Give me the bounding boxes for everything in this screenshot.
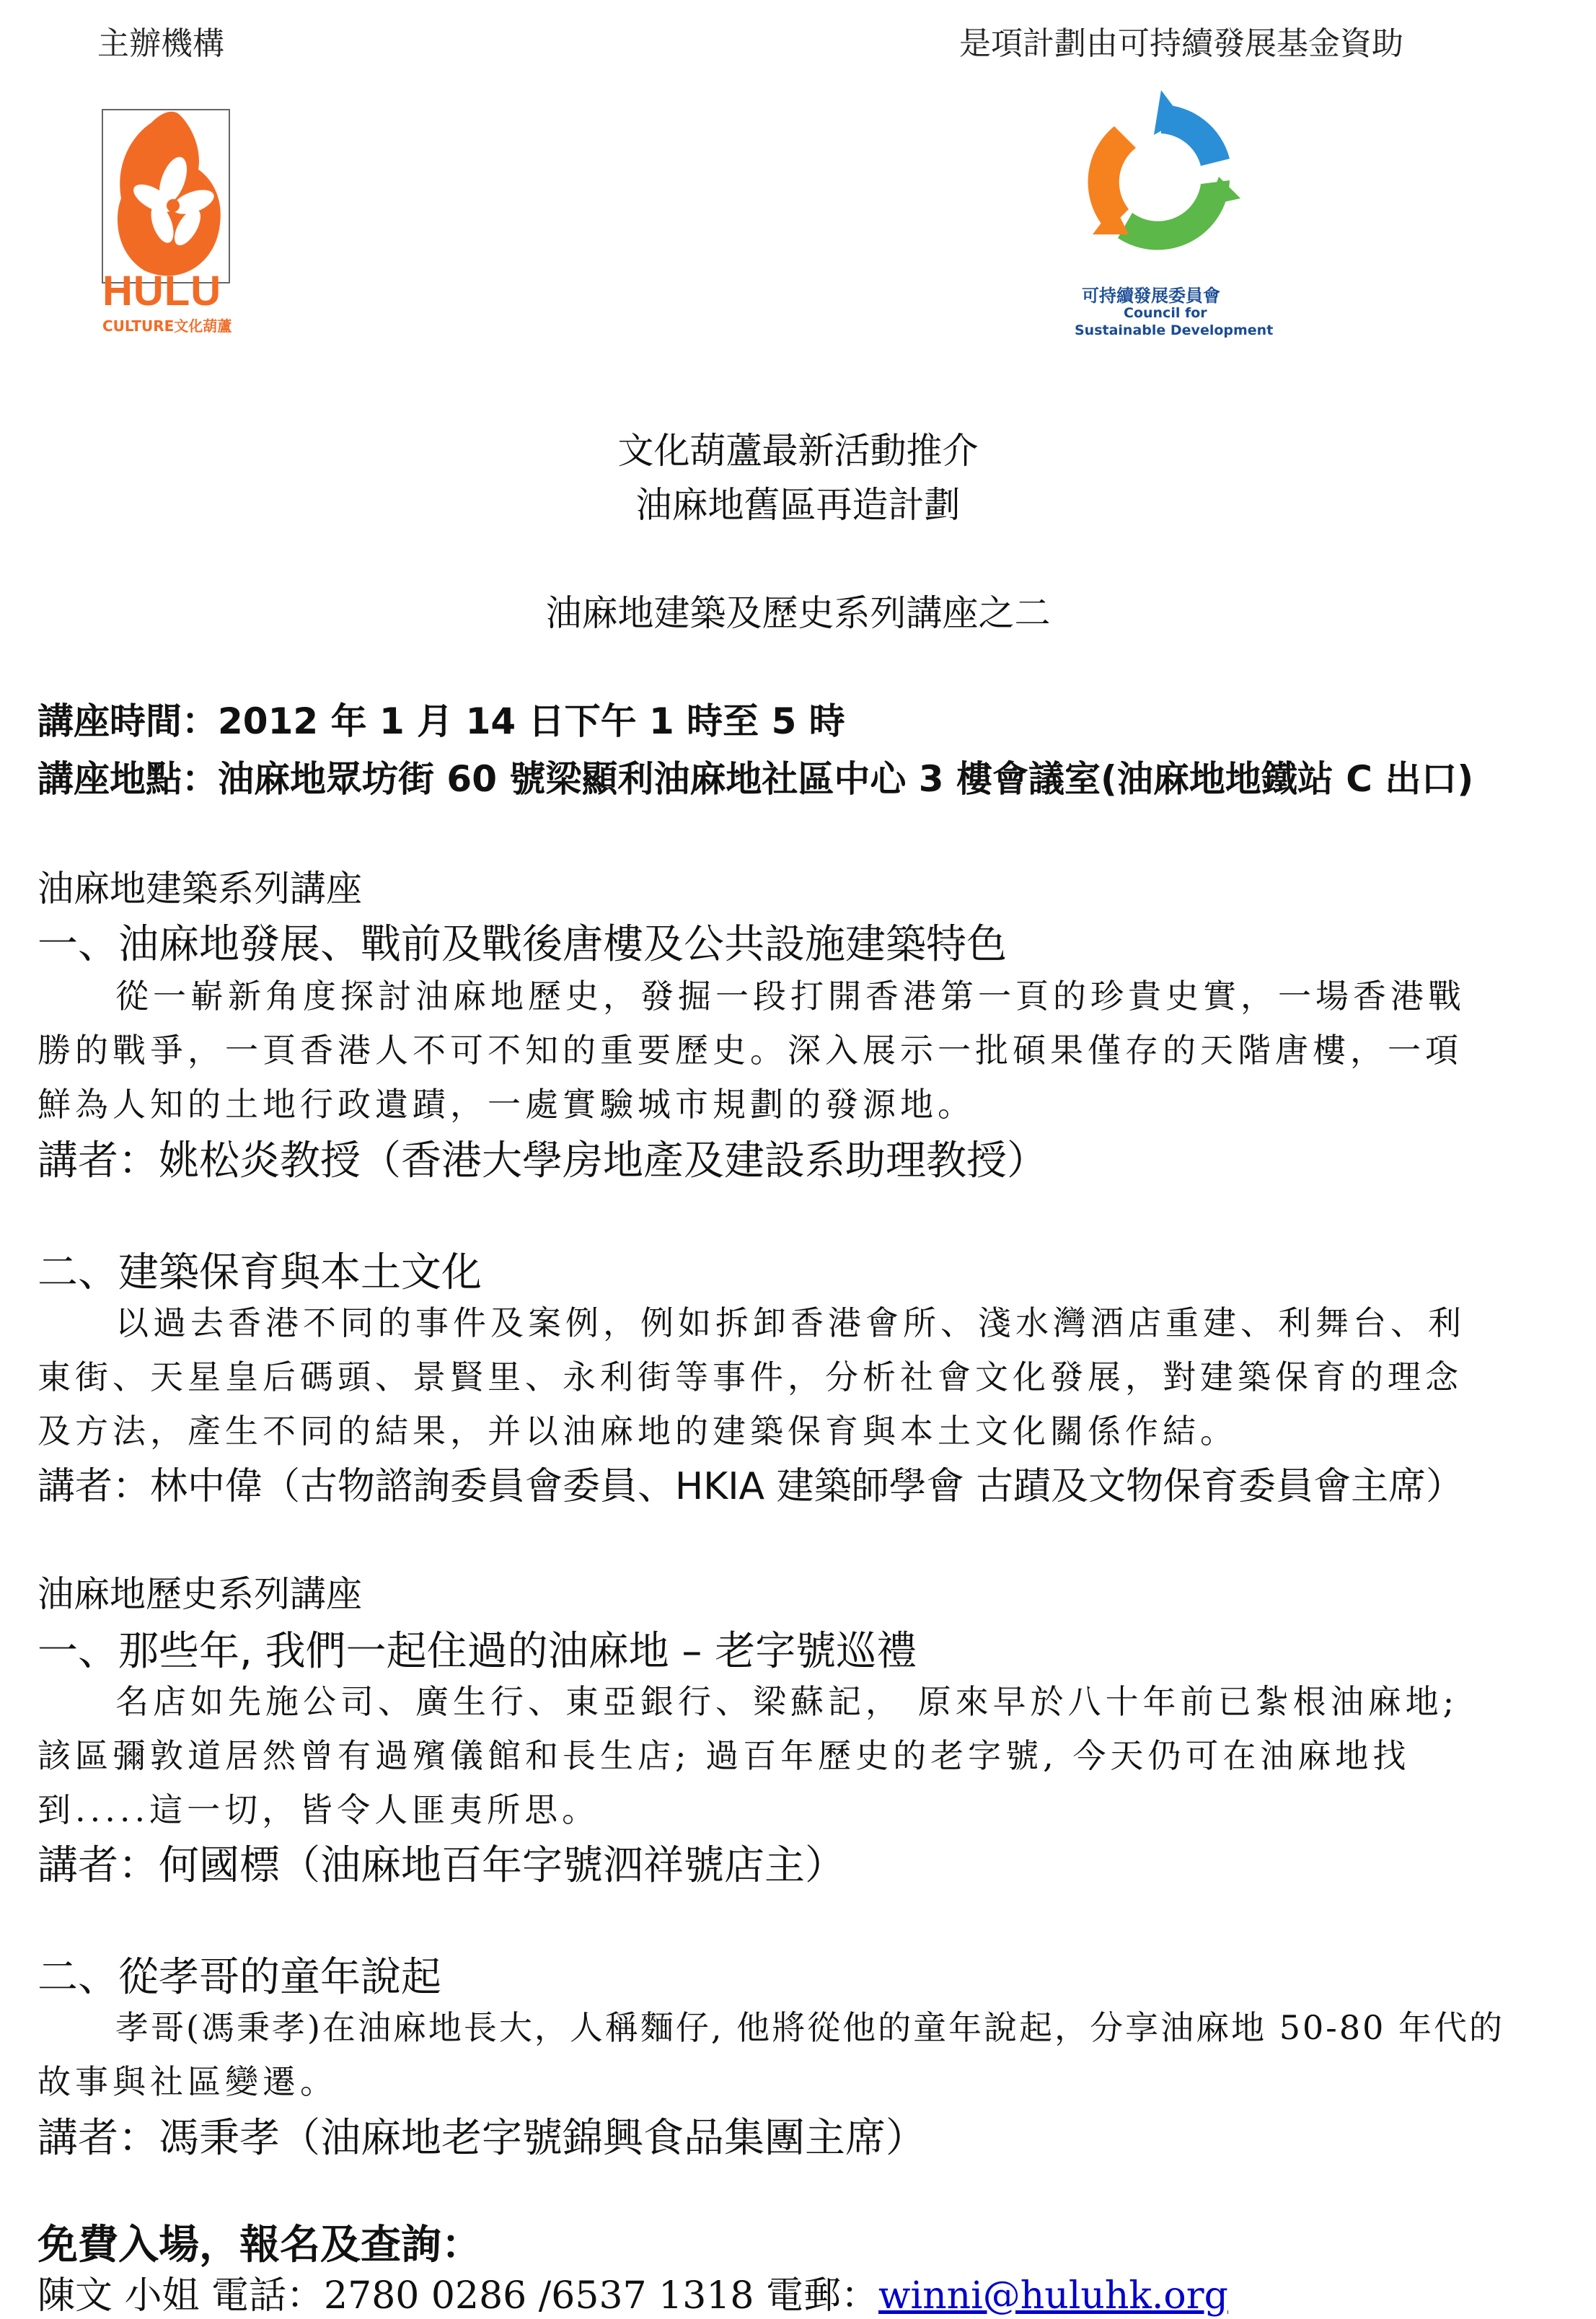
contact-line: [38, 2265, 1228, 2319]
recycle-arrows-icon: [1075, 90, 1248, 263]
hulu-logo: [101, 108, 232, 335]
hist-series-heading: 油麻地歷史系列講座: [38, 1573, 362, 1615]
hist-lecture2-speaker: 講者：馮秉孝（油麻地老字號錦興食品集團主席）: [38, 2115, 926, 2162]
organizer-label: 主辦機構: [97, 25, 224, 62]
hist-lecture2-line: 故事與社區變遷。: [38, 2062, 338, 2101]
registration-heading: 免費入場，報名及查詢：: [38, 2222, 482, 2269]
lecture-time: 講座時間：2012 年 1 月 14 日下午 1 時至 5 時: [38, 700, 845, 742]
arch-series-heading: 油麻地建築系列講座: [38, 868, 362, 910]
hist-lecture2-title: 二、從孝哥的童年說起: [38, 1954, 441, 2001]
contact-info: 陳文 小姐 電話：2780 0286 /6537 1318 電郵：: [38, 2274, 879, 2318]
arch-lecture1-line: 鮮為人知的土地行政遺蹟，一處實驗城市規劃的發源地。: [38, 1085, 975, 1124]
hulu-logo-sub: CULTURE文化葫蘆: [102, 317, 232, 335]
hist-lecture1-line: 名店如先施公司、廣生行、東亞銀行、梁蘇記， 原來早於八十年前已紮根油麻地;: [115, 1682, 1459, 1721]
hist-lecture1-line: 該區彌敦道居然曾有過殯儀館和長生店; 過百年歷史的老字號, 今天仍可在油麻地找: [38, 1736, 1411, 1775]
lecture-venue: 講座地點：油麻地眾坊街 60 號梁顯利油麻地社區中心 3 樓會議室(油麻地地鐵站 C 出口): [38, 758, 1474, 800]
title-lecture-series: 油麻地建築及歷史系列講座之二: [545, 592, 1051, 634]
arch-lecture2-line: 及方法，產生不同的結果，并以油麻地的建築保育與本土文化關係作結。: [38, 1412, 1238, 1451]
hist-lecture1-title: 一、那些年, 我們一起住過的油麻地 – 老字號巡禮: [38, 1628, 917, 1675]
email-link[interactable]: winni@huluhk.org: [878, 2274, 1228, 2318]
arch-lecture1-speaker: 講者：姚松炎教授（香港大學房地產及建設系助理教授）: [38, 1138, 1047, 1184]
hist-lecture2-line: 孝哥(馮秉孝)在油麻地長大，人稱麵仔, 他將從他的童年說起，分享油麻地 50-80 年代的: [115, 2008, 1504, 2047]
csd-logo-en1: Council for: [1124, 305, 1207, 321]
hulu-logo-word: HULU: [102, 268, 222, 314]
arch-lecture2-line: 以過去香港不同的事件及案例，例如拆卸香港會所、淺水灣酒店重建、利舞台、利: [115, 1303, 1465, 1342]
csd-logo-zh: 可持續發展委員會: [1082, 286, 1220, 306]
csd-logo-en2: Sustainable Development: [1075, 322, 1274, 338]
arch-lecture1-title: 一、油麻地發展、戰前及戰後唐樓及公共設施建築特色: [38, 921, 1007, 968]
arch-lecture2-line: 東街、天星皇后碼頭、景賢里、永利街等事件，分析社會文化發展，對建築保育的理念: [38, 1357, 1463, 1396]
arch-lecture2-speaker: 講者：林中偉（古物諮詢委員會委員、HKIA 建築師學會 古蹟及文物保育委員會主席）: [38, 1465, 1464, 1508]
hist-lecture1-speaker: 講者：何國標（油麻地百年字號泗祥號店主）: [38, 1842, 845, 1889]
arch-lecture1-line: 勝的戰爭，一頁香港人不可不知的重要歷史。深入展示一批碩果僅存的天階唐樓，一項: [38, 1031, 1463, 1070]
arch-lecture1-line: 從一嶄新角度探討油麻地歷史，發掘一段打開香港第一頁的珍貴史實，一場香港戰: [115, 977, 1465, 1016]
title-main: 文化葫蘆最新活動推介: [617, 430, 979, 472]
csd-logo: [1075, 90, 1274, 343]
hist-lecture1-line: 到.....這一切，皆令人匪夷所思。: [38, 1790, 600, 1829]
title-project: 油麻地舊區再造計劃: [635, 484, 961, 526]
funding-label: 是項計劃由可持續發展基金資助: [959, 25, 1403, 62]
arch-lecture2-title: 二、建築保育與本土文化: [38, 1249, 482, 1296]
